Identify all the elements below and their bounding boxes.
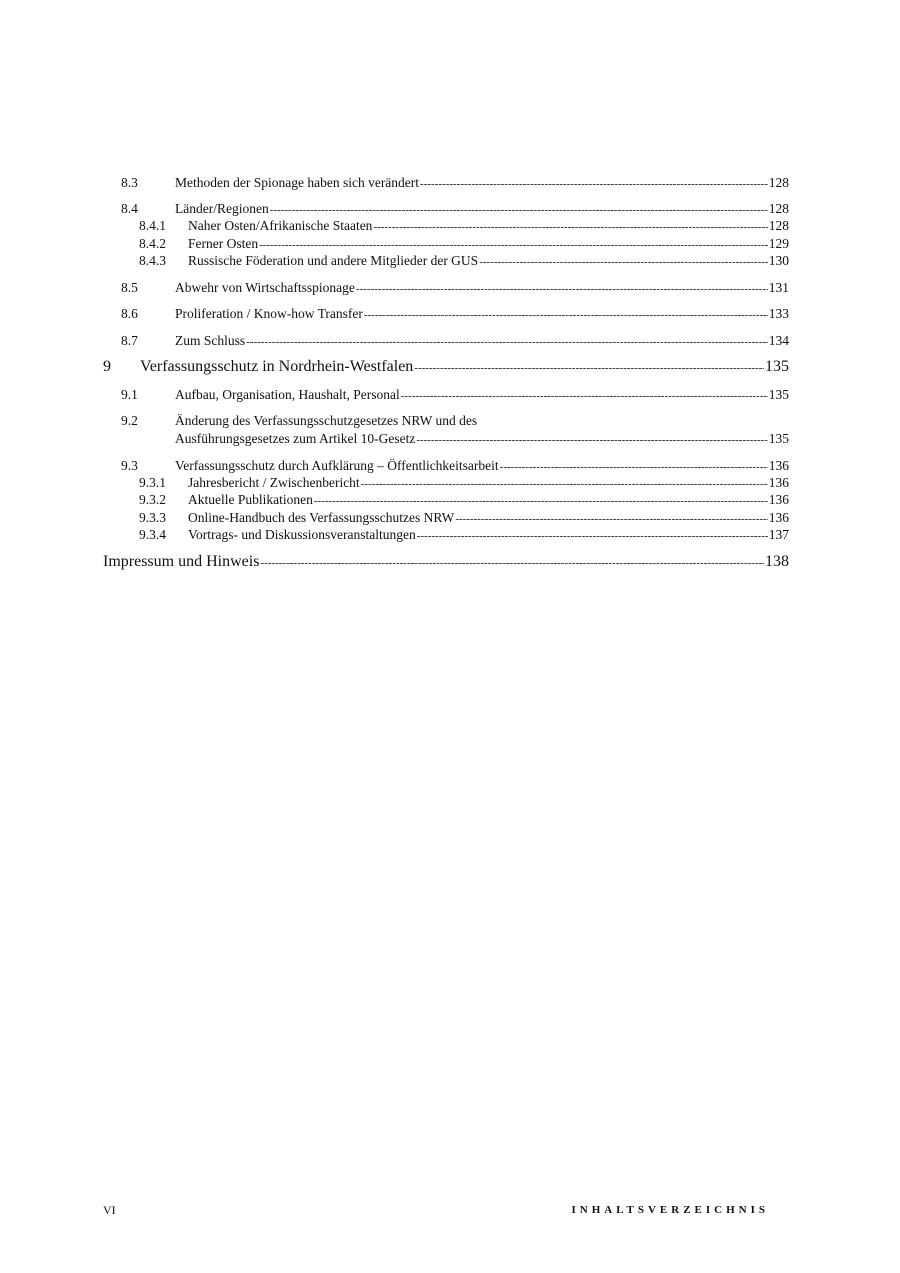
- toc-entry[interactable]: [121, 280, 789, 296]
- toc-entry[interactable]: [139, 218, 789, 234]
- toc-entry[interactable]: [121, 413, 789, 429]
- toc-entry-page: 136: [768, 458, 789, 473]
- toc-entry-page: 135: [768, 431, 789, 446]
- toc-entry-number: 9.3.3: [139, 510, 166, 525]
- toc-entry-number: 8.4.1: [139, 218, 166, 233]
- dot-leader: [416, 434, 767, 446]
- toc-entry-title: Abwehr von Wirtschaftsspionage: [175, 280, 355, 295]
- toc-entry[interactable]: [121, 387, 789, 403]
- toc-entry[interactable]: [121, 201, 789, 217]
- footer-section-title: INHALTSVERZEICHNIS: [571, 1204, 769, 1216]
- toc-entry[interactable]: [121, 333, 789, 349]
- dot-leader: [364, 309, 768, 321]
- dot-leader: [479, 256, 768, 268]
- toc-entry-number: 8.3: [121, 175, 138, 190]
- toc-entry-number: 8.4.3: [139, 253, 166, 268]
- toc-entry-title: Aufbau, Organisation, Haushalt, Personal: [175, 387, 400, 402]
- toc-entry-page: 128: [768, 175, 789, 190]
- toc-entry-page: 136: [768, 475, 789, 490]
- toc-entry-title: Länder/Regionen: [175, 201, 269, 216]
- toc-entry[interactable]: [139, 475, 789, 491]
- toc-entry-page: 130: [768, 253, 789, 268]
- toc-entry-title: Methoden der Spionage haben sich verändert: [175, 175, 420, 190]
- toc-entry-continuation[interactable]: [175, 431, 789, 447]
- dot-leader: [455, 513, 767, 525]
- toc-entry-number: 8.6: [121, 306, 138, 321]
- toc-entry-number: 9.3.1: [139, 475, 166, 490]
- toc-entry-title: Proliferation / Know-how Transfer: [175, 306, 363, 321]
- dot-leader: [361, 478, 768, 490]
- dot-leader: [259, 239, 768, 251]
- toc-entry-page: 128: [768, 201, 789, 216]
- toc-entry[interactable]: [139, 236, 789, 252]
- toc-entry-page: 131: [768, 280, 789, 295]
- toc-chapter-entry[interactable]: [103, 358, 789, 376]
- toc-entry-page: 136: [768, 492, 789, 507]
- toc-entry-title: Russische Föderation und andere Mitglieder der GUS: [188, 253, 479, 268]
- toc-entry[interactable]: [121, 458, 789, 474]
- toc-entry-number: 8.4: [121, 201, 138, 216]
- toc-entry-page: 128: [768, 218, 789, 233]
- dot-leader: [356, 283, 768, 295]
- toc-entry-title: Aktuelle Publikationen: [188, 492, 313, 507]
- toc-entry-page: 133: [768, 306, 789, 321]
- dot-leader: [414, 362, 764, 374]
- toc-entry[interactable]: [121, 306, 789, 322]
- toc-entry-title: Online-Handbuch des Verfassungsschutzes NRW: [188, 510, 455, 525]
- toc-entry-number: 8.7: [121, 333, 138, 348]
- footer-page-number: VI: [103, 1203, 116, 1217]
- dot-leader: [373, 221, 767, 233]
- toc-entry[interactable]: [139, 253, 789, 269]
- toc-entry[interactable]: [139, 492, 789, 508]
- toc-entry-title: Ferner Osten: [188, 236, 259, 251]
- dot-leader: [314, 495, 768, 507]
- toc-entry-title: Zum Schluss: [175, 333, 246, 348]
- dot-leader: [417, 530, 768, 542]
- dot-leader: [401, 390, 768, 402]
- toc-entry-page: 135: [765, 358, 789, 375]
- toc-entry[interactable]: [121, 175, 789, 191]
- toc-entry-title: Jahresbericht / Zwischenbericht: [188, 475, 360, 490]
- toc-entry-page: 129: [768, 236, 789, 251]
- toc-entry-page: 136: [768, 510, 789, 525]
- toc-entry-page: 134: [768, 333, 789, 348]
- toc-entry[interactable]: [139, 527, 789, 543]
- toc-entry-title: Impressum und Hinweis: [103, 553, 260, 570]
- toc-chapter-entry[interactable]: [103, 553, 789, 571]
- dot-leader: [500, 461, 768, 473]
- toc-entry-title: Verfassungsschutz durch Aufklärung – Öffentlichkeitsarbeit: [175, 458, 499, 473]
- toc-entry-page: 135: [768, 387, 789, 402]
- dot-leader: [420, 178, 768, 190]
- dot-leader: [246, 336, 768, 348]
- toc-entry-title: Änderung des Verfassungsschutzgesetzes NRW und des: [175, 413, 478, 428]
- toc-entry-title: Vortrags- und Diskussionsveranstaltungen: [188, 527, 416, 542]
- toc-entry-number: 8.5: [121, 280, 138, 295]
- toc-entry-number: 9.3: [121, 458, 138, 473]
- toc-entry-page: 137: [768, 527, 789, 542]
- toc-entry-number: 9.2: [121, 413, 138, 428]
- toc-entry-title: Verfassungsschutz in Nordrhein-Westfalen: [140, 358, 414, 375]
- toc-entry-title-line2: Ausführungsgesetzes zum Artikel 10-Gesetz: [175, 431, 416, 446]
- toc-entry-number: 8.4.2: [139, 236, 166, 251]
- toc-entry-number: 9.1: [121, 387, 138, 402]
- toc-entry-number: 9: [103, 358, 111, 375]
- toc-entry-number: 9.3.4: [139, 527, 166, 542]
- dot-leader: [270, 204, 768, 216]
- toc-entry-title: Naher Osten/Afrikanische Staaten: [188, 218, 373, 233]
- dot-leader: [260, 557, 764, 569]
- toc-entry[interactable]: [139, 510, 789, 526]
- toc-entry-number: 9.3.2: [139, 492, 166, 507]
- toc-entry-page: 138: [765, 553, 789, 570]
